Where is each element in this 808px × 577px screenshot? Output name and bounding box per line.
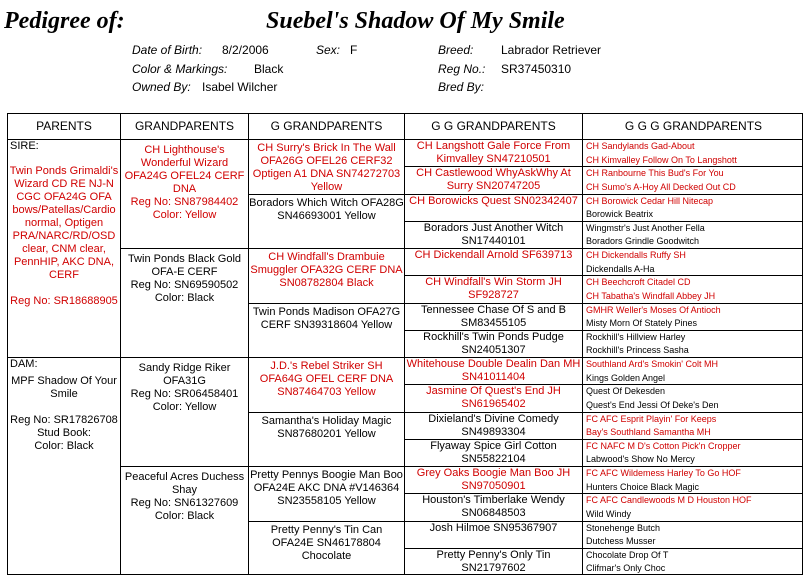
dog-entry-name: Houston's Timberlake Wendy SN06848503 <box>422 494 565 520</box>
gg-grandparent-cell <box>405 249 583 276</box>
dog-entry-name: Boradors Just Another Witch SN17440101 <box>423 221 564 247</box>
dog-entry-name: Twin Ponds Grimaldi's Wizard CD RE NJ-N CGC OFA24G OFA bows/Patellas/Cardio normal, Optigen PRA/NARC/RD/OSD clear, CNM clear, PennHIP, AKC DNA, CERF Reg No: SR18688905 <box>9 165 119 307</box>
grandparent-cell <box>121 358 249 467</box>
dog-entry-name: Rockhill's Twin Ponds Pudge SN24051307 <box>423 330 564 356</box>
sire-cell <box>8 140 121 358</box>
dog-entry-name: CH Kimvalley Follow On To Langshott <box>586 154 737 165</box>
g-grandparent-cell <box>249 358 405 413</box>
g-grandparent-cell <box>249 522 405 576</box>
gg-grandparent-cell <box>405 331 583 358</box>
gg-grandparent-cell <box>405 494 583 521</box>
dog-entry-name: CH Borowick Cedar Hill Nitecap <box>586 195 714 206</box>
ggg-grandparent-cell <box>583 467 803 481</box>
gg-grandparent-cell <box>405 276 583 303</box>
ggg-grandparent-cell <box>583 235 803 249</box>
ggg-grandparent-cell <box>583 372 803 386</box>
ggg-grandparent-cell <box>583 453 803 467</box>
ggg-grandparent-cell <box>583 481 803 495</box>
dog-entry-name: Josh Hilmoe SN95367907 <box>429 521 558 534</box>
pedigree-table <box>7 113 803 575</box>
dog-entry-name: Sandy Ridge Riker OFA31G Reg No: SR06458401 Color: Yellow <box>130 362 239 413</box>
dog-entry-name: Dutchess Musser <box>586 536 656 547</box>
g-grandparent-cell <box>249 195 405 250</box>
gg-grandparent-cell <box>405 522 583 549</box>
owned-value: Isabel Wilcher <box>202 80 278 94</box>
dog-entry-name: Kings Golden Angel <box>586 372 666 383</box>
dog-entry-name: CH Borowicks Quest SN02342407 <box>409 194 578 207</box>
g-grandparent-cell <box>249 140 405 195</box>
ggg-grandparent-cell <box>583 413 803 427</box>
gg-grandparent-cell <box>405 304 583 331</box>
color-label: Color & Markings: <box>132 62 228 76</box>
page-title: Pedigree of: <box>4 8 125 34</box>
grandparent-cell <box>121 467 249 575</box>
ggg-grandparent-cell <box>583 195 803 209</box>
ggg-grandparent-cell <box>583 249 803 263</box>
color-value: Black <box>254 62 284 76</box>
dog-entry-name: Jasmine Of Quest's End JH SN61965402 <box>426 385 561 411</box>
dog-entry-name: CH Sumo's A-Hoy All Decked Out CD <box>586 181 736 192</box>
ggg-grandparent-cell <box>583 385 803 399</box>
dog-entry-name: Bay's Southland Samantha MH <box>586 427 711 438</box>
dog-entry-name: J.D.'s Rebel Striker SH OFA64G OFEL CERF DNA SN87464703 Yellow <box>259 360 394 398</box>
grandparent-cell <box>121 249 249 358</box>
header-parents: PARENTS <box>8 114 121 140</box>
bred-label: Bred By: <box>438 80 485 94</box>
ggg-grandparent-cell <box>583 317 803 331</box>
dog-entry-name: Flyaway Spice Girl Cotton SN55822104 <box>430 439 557 465</box>
dog-entry-name: CH Surry's Brick In The Wall OFA26G OFEL26 CERF32 Optigen A1 DNA SN74272703 Yellow <box>252 142 401 193</box>
ggg-grandparent-cell <box>583 426 803 440</box>
dog-entry-name: Samantha's Holiday Magic SN87680201 Yellow <box>261 414 392 440</box>
ggg-grandparent-cell <box>583 222 803 236</box>
gg-grandparent-cell <box>405 549 583 575</box>
gg-grandparent-cell <box>405 385 583 412</box>
dog-entry-name: Pretty Penny's Only Tin SN21797602 <box>436 548 551 574</box>
gg-grandparent-cell <box>405 222 583 249</box>
grandparent-cell <box>121 140 249 249</box>
dog-entry-name: CH Ranbourne This Bud's For You <box>586 168 724 179</box>
dog-entry-name: FC AFC Candlewoods M D Houston HOF <box>586 495 752 506</box>
dog-entry-name: CH Windfall's Win Storm JH SF928727 <box>425 276 562 302</box>
g-grandparent-cell <box>249 304 405 359</box>
dog-entry-name: Grey Oaks Boogie Man Boo JH SN97050901 <box>416 467 571 492</box>
dog-entry-name: GMHR Weller's Moses Of Antioch <box>586 304 721 315</box>
dog-entry-name: CH Lighthouse's Wonderful Wizard OFA24G OFEL24 CERF DNA Reg No: SN87984402 Color: Yellow <box>124 144 245 221</box>
dog-entry-name: Hunters Choice Black Magic <box>586 481 700 492</box>
owned-label: Owned By: <box>132 80 191 94</box>
dog-entry-name: Twin Ponds Madison OFA27G CERF SN39318604 Yellow <box>252 305 401 331</box>
header-g-grandparents: G GRANDPARENTS <box>249 114 405 140</box>
g-grandparent-cell <box>249 249 405 304</box>
ggg-grandparent-cell <box>583 562 803 575</box>
ggg-grandparent-cell <box>583 140 803 154</box>
dog-entry-name: CH Windfall's Drambuie Smuggler OFA32G CERF DNA SN08782804 Black <box>250 251 403 289</box>
reg-value: SR37450310 <box>501 62 572 76</box>
dog-entry-name: FC AFC Wildemess Harley To Go HOF <box>586 468 741 478</box>
ggg-grandparent-cell <box>583 522 803 536</box>
ggg-grandparent-cell <box>583 181 803 195</box>
dog-entry-name: Peaceful Acres Duchess Shay Reg No: SN61327609 Color: Black <box>124 471 245 522</box>
dam-cell <box>8 358 121 575</box>
dog-entry-name: CH Dickendalls Ruffy SH <box>586 250 686 260</box>
dog-entry-name: Whitehouse Double Dealin Dan MH SN41011404 <box>406 358 581 383</box>
gg-grandparent-cell <box>405 358 583 385</box>
header-ggg-grandparents: G G G GRANDPARENTS <box>583 114 803 140</box>
ggg-grandparent-cell <box>583 494 803 508</box>
breed-value: Labrador Retriever <box>501 43 602 57</box>
g-grandparent-cell <box>249 413 405 468</box>
parent-label: DAM: <box>10 358 38 370</box>
dog-entry-name: Clifmar's Only Choc <box>586 563 666 574</box>
dog-entry-name: CH Beechcroft Citadel CD <box>586 277 691 288</box>
dog-entry-name: Quest's End Jessi Of Deke's Den <box>586 399 719 410</box>
dog-entry-name: Rockhill's Hillview Harley <box>586 331 686 342</box>
dog-entry-name: Rockhill's Princess Sasha <box>586 345 689 356</box>
dog-entry-name: CH Dickendall Arnold SF639713 <box>414 249 573 261</box>
dog-entry-name: FC AFC Esprit Playin' For Keeps <box>586 413 717 424</box>
ggg-grandparent-cell <box>583 263 803 277</box>
dog-entry-name: Wingmstr's Just Another Fella <box>586 222 705 233</box>
dog-entry-name: Quest Of Dekesden <box>586 386 666 397</box>
sex-label: Sex: <box>316 43 341 57</box>
dog-entry-name: CH Langshott Gale Force From Kimvalley SN47210501 <box>416 140 571 165</box>
parent-label: SIRE: <box>10 140 39 152</box>
gg-grandparent-cell <box>405 140 583 167</box>
dog-entry-name: MPF Shadow Of Your Smile Reg No: SR17826708 Stud Book: Color: Black <box>10 375 118 452</box>
dog-entry-name: Chocolate Drop Of T <box>586 549 669 560</box>
dog-name: Suebel's Shadow Of My Smile <box>266 8 565 34</box>
reg-label: Reg No.: <box>438 62 486 76</box>
dob-label: Date of Birth: <box>132 43 203 57</box>
ggg-grandparent-cell <box>583 331 803 345</box>
ggg-grandparent-cell <box>583 167 803 181</box>
ggg-grandparent-cell <box>583 154 803 168</box>
dog-entry-name: Borowick Beatrix <box>586 209 654 220</box>
dog-entry-name: CH Castlewood WhyAskWhy At Surry SN20747205 <box>416 167 571 193</box>
ggg-grandparent-cell <box>583 440 803 454</box>
dog-entry-name: Boradors Grindle Goodwitch <box>586 236 700 247</box>
g-grandparent-cell <box>249 467 405 522</box>
ggg-grandparent-cell <box>583 276 803 290</box>
ggg-grandparent-cell <box>583 290 803 304</box>
gg-grandparent-cell <box>405 467 583 494</box>
dob-value: 8/2/2006 <box>222 43 269 57</box>
dog-entry-name: Dixieland's Divine Comedy SN49893304 <box>428 412 559 438</box>
dog-entry-name: Stonehenge Butch <box>586 522 661 533</box>
dog-entry-name: CH Tabatha's Windfall Abbey JH <box>586 290 716 301</box>
dog-entry-name: Dickendalls A-Ha <box>586 263 655 274</box>
dog-entry-name: Wild Windy <box>586 508 632 519</box>
ggg-grandparent-cell <box>583 208 803 222</box>
gg-grandparent-cell <box>405 440 583 467</box>
breed-label: Breed: <box>438 43 474 57</box>
ggg-grandparent-cell <box>583 549 803 563</box>
gg-grandparent-cell <box>405 195 583 222</box>
gg-grandparent-cell <box>405 167 583 194</box>
ggg-grandparent-cell <box>583 344 803 358</box>
ggg-grandparent-cell <box>583 399 803 413</box>
dog-entry-name: Boradors Which Witch OFA28G SN46693001 Yellow <box>249 196 404 222</box>
dog-entry-name: Misty Morn Of Stately Pines <box>586 318 698 329</box>
dog-entry-name: Labwood's Show No Mercy <box>586 454 695 465</box>
dog-entry-name: Pretty Pennys Boogie Man Boo OFA24E AKC DNA #V146364 SN23558105 Yellow <box>250 469 403 507</box>
ggg-grandparent-cell <box>583 508 803 522</box>
dog-entry-name: Tennessee Chase Of S and B SM83455105 <box>421 303 566 329</box>
header-grandparents: GRANDPARENTS <box>121 114 249 140</box>
dog-entry-name: Southland Ard's Smokin' Colt MH <box>586 359 718 369</box>
dog-entry-name: Twin Ponds Black Gold OFA-E CERF Reg No: SN69590502 Color: Black <box>127 253 242 304</box>
ggg-grandparent-cell <box>583 535 803 549</box>
dog-entry-name: Pretty Penny's Tin Can OFA24E SN46178804 Chocolate <box>270 523 383 562</box>
ggg-grandparent-cell <box>583 358 803 372</box>
dog-entry-name: FC NAFC M D's Cotton Pick'n Cropper <box>586 440 741 451</box>
dog-entry-name: CH Sandylands Gad-About <box>586 141 695 151</box>
header-gg-grandparents: G G GRANDPARENTS <box>405 114 583 140</box>
ggg-grandparent-cell <box>583 304 803 318</box>
sex-value: F <box>350 43 358 57</box>
gg-grandparent-cell <box>405 413 583 440</box>
